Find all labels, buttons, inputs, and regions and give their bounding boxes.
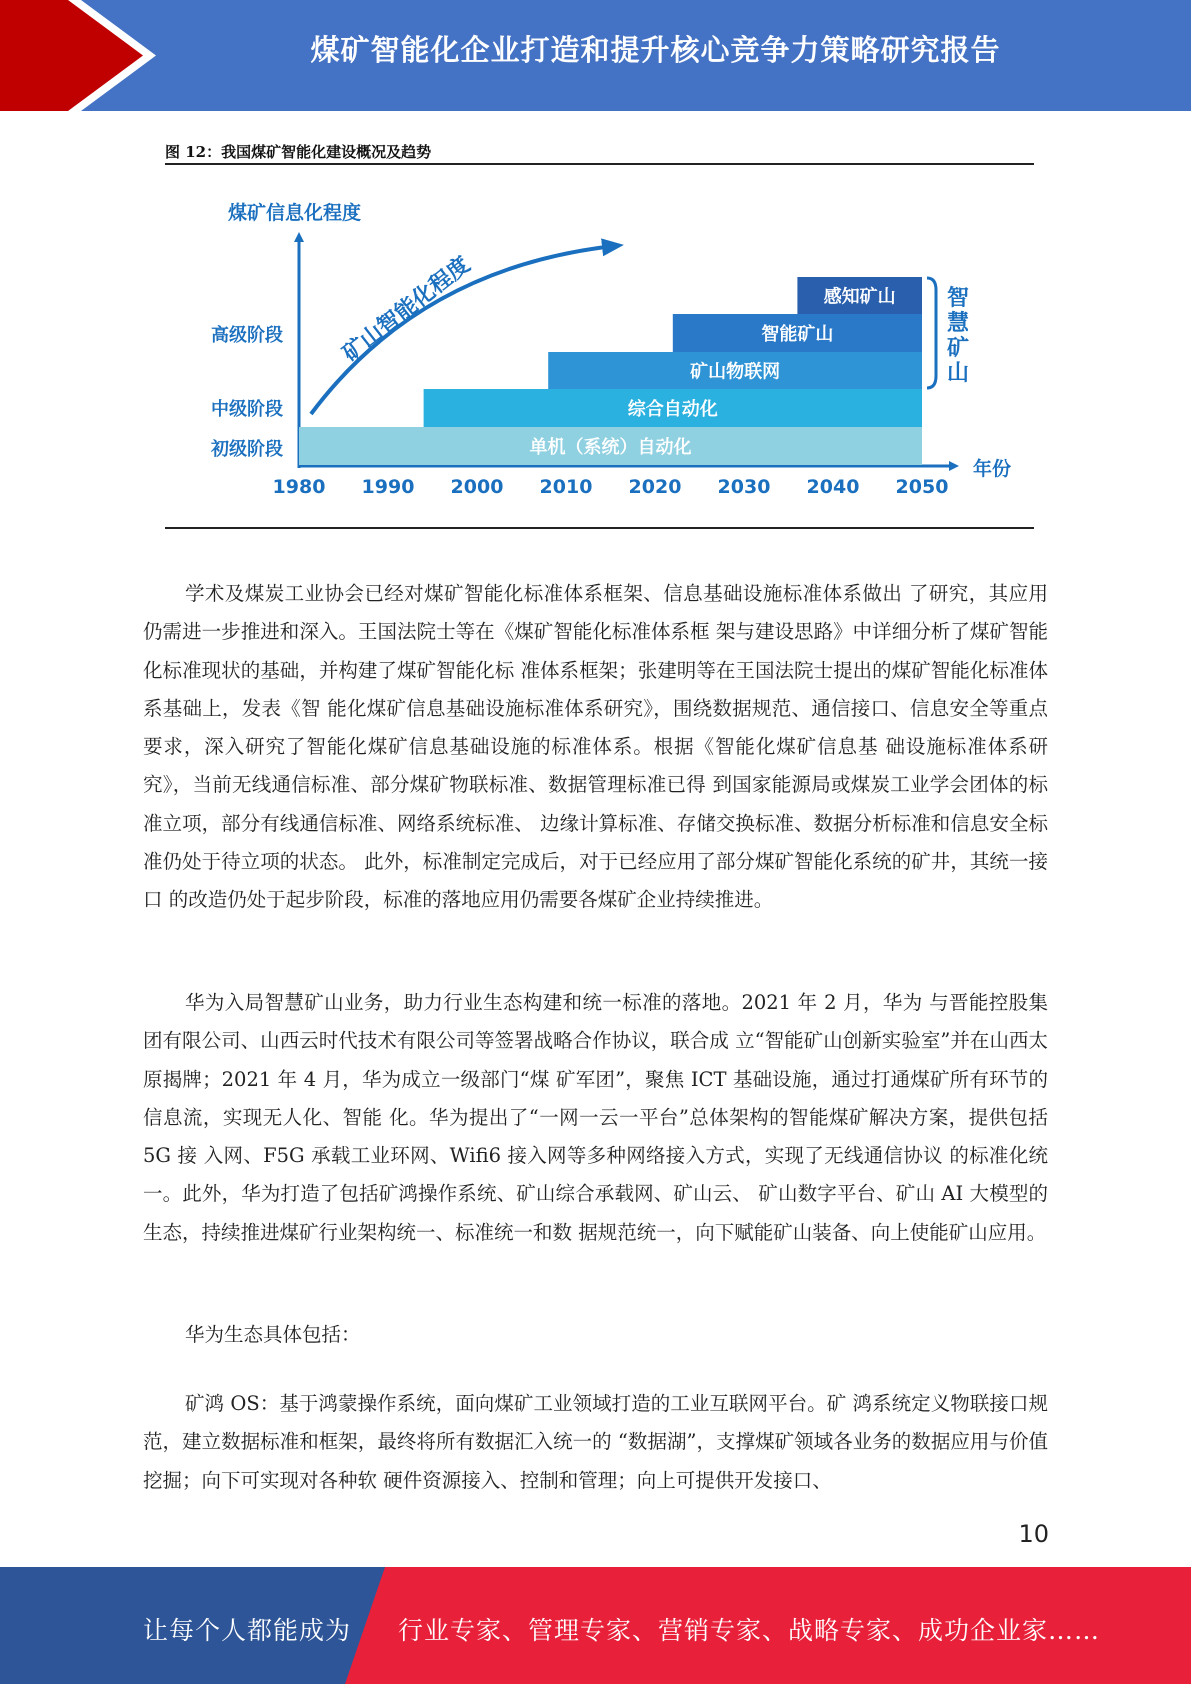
bracket-label <box>947 285 969 386</box>
smart-mine-bracket <box>927 278 936 388</box>
figure-caption: 图 12：我国煤矿智能化建设概况及趋势 <box>165 143 432 161</box>
x-tick-label: 2050 <box>895 476 949 498</box>
stage-bar-label: 单机（系统）自动化 <box>529 437 692 458</box>
x-tick-label: 2040 <box>806 476 860 498</box>
stage-bar-label: 感知矿山 <box>823 286 896 308</box>
x-tick-label: 2000 <box>450 476 504 498</box>
figure-bottom-rule <box>165 527 1034 529</box>
bracket-label-text: 智慧矿山 <box>946 286 970 386</box>
stage-chart <box>0 0 1191 560</box>
stage-bar-label: 矿山物联网 <box>690 361 781 383</box>
footer-slogan-left: 让每个人都能成为 <box>143 1616 352 1645</box>
y-level-label: 高级阶段 <box>211 325 283 346</box>
y-axis-label: 煤矿信息化程度 <box>228 202 362 224</box>
x-tick-label: 2030 <box>717 476 771 498</box>
x-axis-label: 年份 <box>973 458 1012 480</box>
y-level-label: 初级阶段 <box>211 439 283 460</box>
page-footer <box>0 1567 1191 1684</box>
x-tick-labels <box>273 476 949 498</box>
report-title: 煤矿智能化企业打造和提升核心竞争力策略研究报告 <box>310 33 1001 67</box>
paragraph-standards: 学术及煤炭工业协会已经对煤矿智能化标准体系框架、信息基础设施标准体系做出 了研究，其应用仍需进一步推进和深入。王国法院士等在《煤矿智能化标准体系框 架与建设思路》中详细分析了煤矿智能化标准现状的基础，并构建了煤矿智能化标 准体系框架；张建明等在王国法院士提出的煤矿智能化标准体系基础上，发表《智 能化煤矿信息基础设施标准体系研究》，围绕数据规范、通信接口、信息安全等重点 要求，深入研究了智能化煤矿信息基础设施的标准体系。根据《智能化煤矿信息基 础设施标准体系研究》，当前无线通信标准、部分煤矿物联标准、数据管理标准已得 到国家能源局或煤炭工业学会团体的标准立项，部分有线通信标准、网络系统标准、 边缘计算标准、存储交换标准、数据分析标准和信息安全标准仍处于待立项的状态。 此外，标准制定完成后，对于已经应用了部分煤矿智能化系统的矿井，其统一接口 的改造仍处于起步阶段，标准的落地应用仍需要各煤矿企业持续推进。 <box>143 582 1048 912</box>
page-number: 10 <box>1018 1520 1049 1548</box>
stage-bar-label: 智能矿山 <box>761 324 834 345</box>
stage-bar-label: 综合自动化 <box>627 399 718 420</box>
paragraph-ecosystem-intro: 华为生态具体包括： <box>185 1323 361 1346</box>
paragraph-huawei: 华为入局智慧矿山业务，助力行业生态构建和统一标准的落地。2021 年 2 月，华为 与晋能控股集团有限公司、山西云时代技术有限公司等签署战略合作协议，联合成 立“智能矿山创新实验室”并在山西太原揭牌；2021 年 4 月，华为成立一级部门“煤 矿军团”，聚焦 ICT 基础设施，通过打通煤矿所有环节的信息流，实现无人化、智能 化。华为提出了“一网一云一平台”总体架构的智能煤矿解决方案，提供包括 5G 接 入网、F5G 承载工业环网、Wifi6 接入网等多种网络接入方式，实现了无线通信协议 的标准化统一。此外，华为打造了包括矿鸿操作系统、矿山综合承载网、矿山云、 矿山数字平台、矿山 AI 大模型的生态，持续推进煤矿行业架构统一、标准统一和数 据规范统一，向下赋能矿山装备、向上使能矿山应用。 <box>143 991 1048 1244</box>
x-tick-label: 2020 <box>628 476 682 498</box>
x-tick-label: 1980 <box>272 476 326 498</box>
footer-slogan-right: 行业专家、管理专家、营销专家、战略专家、成功企业家…… <box>398 1616 1101 1645</box>
paragraph-kuanghong-os: 矿鸿 OS：基于鸿蒙操作系统，面向煤矿工业领域打造的工业互联网平台。矿 鸿系统定义物联接口规范，建立数据标准和框架，最终将所有数据汇入统一的 “数据湖”，支撑煤矿领域各业务的数据应用与价值挖掘；向下可实现对各种软 硬件资源接入、控制和管理；向上可提供开发接口、 <box>143 1392 1048 1492</box>
x-tick-label: 2010 <box>539 476 593 498</box>
curve-label: 矿山智能化程度 <box>338 252 476 367</box>
y-level-label: 中级阶段 <box>211 399 283 420</box>
x-tick-label: 1990 <box>361 476 415 498</box>
